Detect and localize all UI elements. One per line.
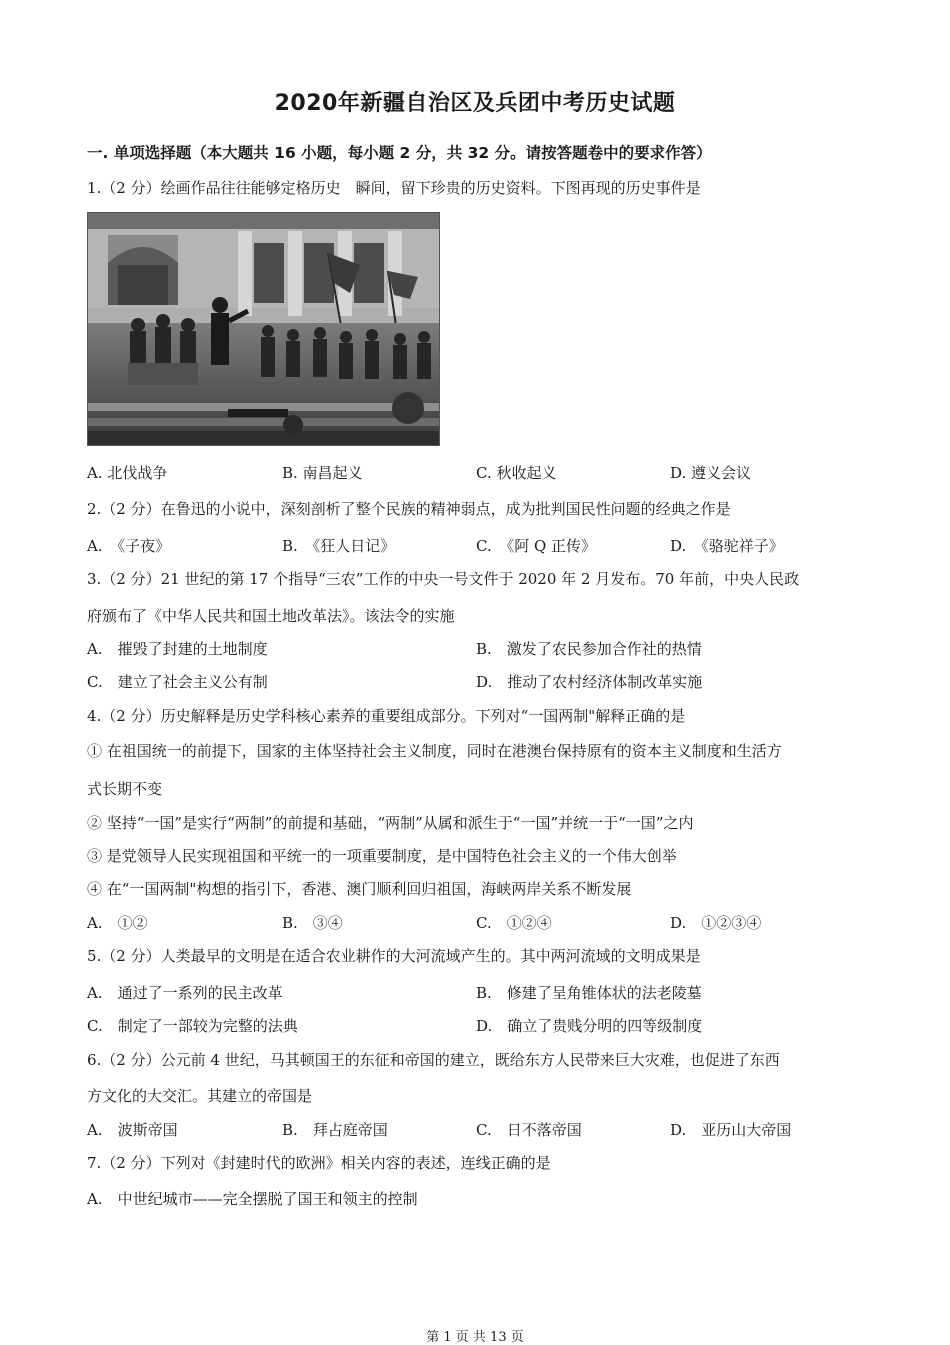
question-2-stem: 2.（2 分）在鲁迅的小说中，深刻剖析了整个民族的精神弱点，成为批判国民性问题的经典之作是 <box>87 500 731 518</box>
historical-painting-image <box>88 213 439 445</box>
question-4-option-b: B. ③④ <box>282 914 343 932</box>
question-4-statement-2: ② 坚持“一国”是实行“两制”的前提和基础，“两制”从属和派生于“一国”并统一于“一国”之内 <box>87 814 694 832</box>
historical-painting-figure <box>87 212 440 446</box>
question-4-stem: 4.（2 分）历史解释是历史学科核心素养的重要组成部分。下列对“一国两制"解释正确的是 <box>87 707 686 725</box>
question-1-option-c: C. 秋收起义 <box>476 464 557 482</box>
section-heading: 一. 单项选择题（本大题共 16 小题，每小题 2 分，共 32 分。请按答题卷中的要求作答） <box>87 144 712 162</box>
question-3-option-d: D. 推动了农村经济体制改革实施 <box>476 673 703 691</box>
question-1-option-b: B. 南昌起义 <box>282 464 363 482</box>
question-3-option-c: C. 建立了社会主义公有制 <box>87 673 268 691</box>
question-6-stem-line-1: 6.（2 分）公元前 4 世纪，马其顿国王的东征和帝国的建立，既给东方人民带来巨大灾难，也促进了东西 <box>87 1051 780 1069</box>
question-5-option-c: C. 制定了一部较为完整的法典 <box>87 1017 298 1035</box>
question-6-option-c: C. 日不落帝国 <box>476 1121 582 1139</box>
question-4-option-a: A. ①② <box>87 914 148 932</box>
question-7-option-a: A. 中世纪城市——完全摆脱了国王和领主的控制 <box>87 1190 418 1208</box>
question-4-option-d: D. ①②③④ <box>670 914 762 932</box>
question-4-statement-1-cont: 式长期不变 <box>87 780 163 798</box>
question-6-option-d: D. 亚历山大帝国 <box>670 1121 792 1139</box>
question-2-option-c: C. 《阿 Q 正传》 <box>476 537 597 555</box>
question-2-option-a: A. 《子夜》 <box>87 537 171 555</box>
page-footer: 第 1 页 共 13 页 <box>426 1330 524 1345</box>
question-2-option-d: D. 《骆驼祥子》 <box>670 537 784 555</box>
page-title: 2020年新疆自治区及兵团中考历史试题 <box>274 91 676 116</box>
question-1-option-a: A. 北伐战争 <box>87 464 168 482</box>
question-6-option-a: A. 波斯帝国 <box>87 1121 178 1139</box>
question-1-stem: 1.（2 分）绘画作品往往能够定格历史 瞬间，留下珍贵的历史资料。下图再现的历史事件是 <box>87 179 701 197</box>
question-5-option-b: B. 修建了呈角锥体状的法老陵墓 <box>476 984 702 1002</box>
question-5-option-d: D. 确立了贵贱分明的四等级制度 <box>476 1017 703 1035</box>
question-6-stem-line-2: 方文化的大交汇。其建立的帝国是 <box>87 1087 313 1105</box>
question-3-option-b: B. 激发了农民参加合作社的热情 <box>476 640 702 658</box>
question-3-stem-line-1: 3.（2 分）21 世纪的第 17 个指导“三农”工作的中央一号文件于 2020 年 2 月发布。70 年前，中央人民政 <box>87 570 800 588</box>
question-3-option-a: A. 摧毁了封建的土地制度 <box>87 640 268 658</box>
question-5-stem: 5.（2 分）人类最早的文明是在适合农业耕作的大河流域产生的。其中两河流域的文明成果是 <box>87 947 701 965</box>
question-5-option-a: A. 通过了一系列的民主改革 <box>87 984 283 1002</box>
question-4-statement-4: ④ 在“一国两制"构想的指引下，香港、澳门顺利回归祖国，海峡两岸关系不断发展 <box>87 880 632 898</box>
question-4-option-c: C. ①②④ <box>476 914 552 932</box>
question-1-option-d: D. 遵义会议 <box>670 464 752 482</box>
question-3-stem-line-2: 府颁布了《中华人民共和国土地改革法》。该法令的实施 <box>87 607 455 625</box>
question-2-option-b: B. 《狂人日记》 <box>282 537 396 555</box>
question-4-statement-3: ③ 是党领导人民实现祖国和平统一的一项重要制度，是中国特色社会主义的一个伟大创举 <box>87 847 677 865</box>
question-7-stem: 7.（2 分）下列对《封建时代的欧洲》相关内容的表述，连线正确的是 <box>87 1154 551 1172</box>
question-6-option-b: B. 拜占庭帝国 <box>282 1121 388 1139</box>
question-4-statement-1: ① 在祖国统一的前提下，国家的主体坚持社会主义制度，同时在港澳台保持原有的资本主义制度和生活方 <box>87 742 782 760</box>
